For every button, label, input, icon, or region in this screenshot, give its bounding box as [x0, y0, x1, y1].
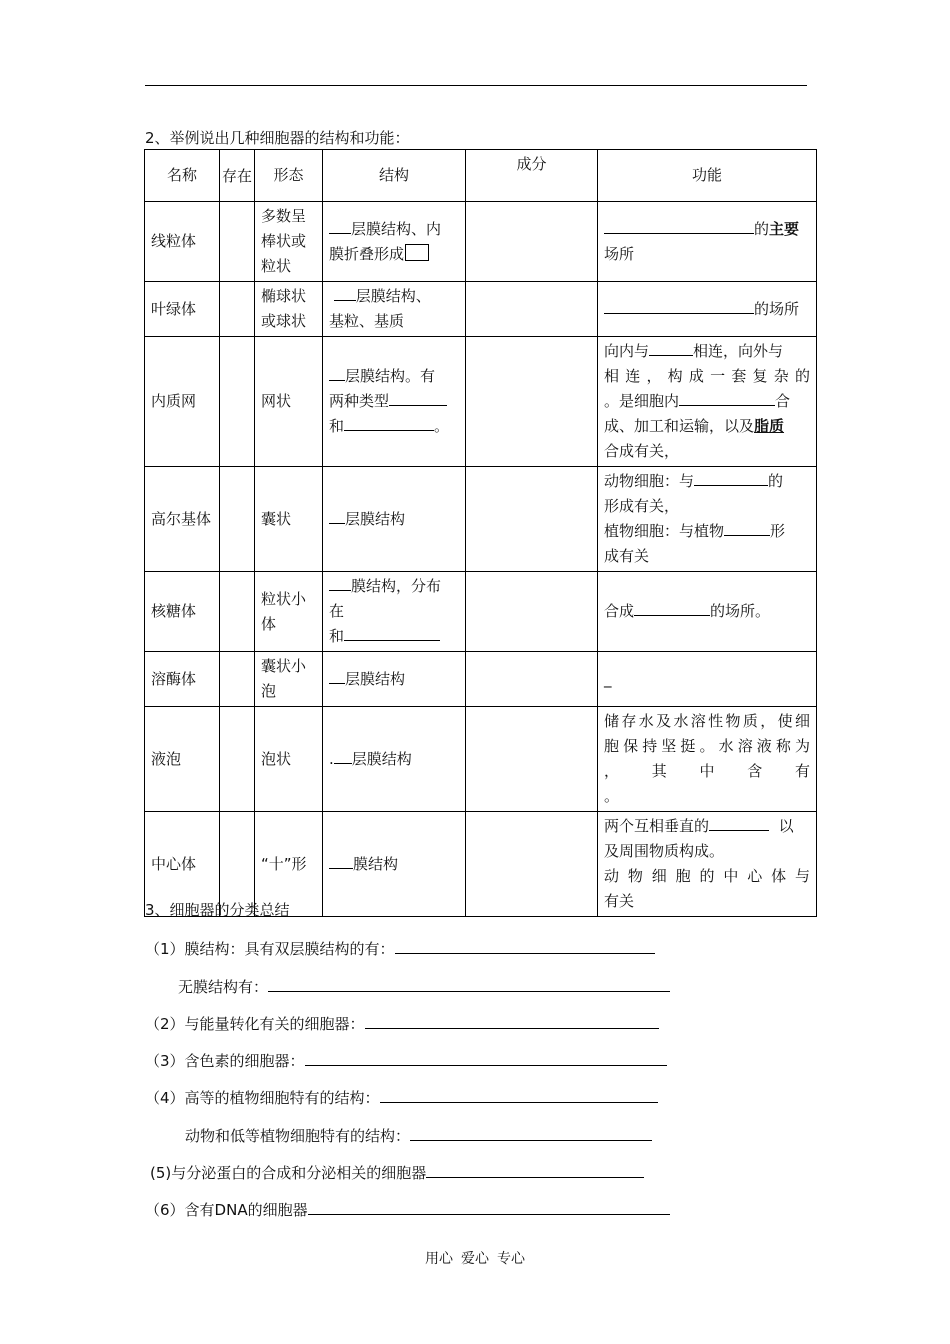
- blank[interactable]: [649, 339, 693, 356]
- row-component[interactable]: [466, 337, 598, 467]
- row-function: 动物细胞：与 的 形成有关， 植物细胞：与植物 形 成有关: [598, 467, 817, 572]
- row-structure: 层膜结构、 基粒、基质: [323, 282, 466, 337]
- row-structure: 膜结构: [323, 812, 466, 917]
- blank[interactable]: [679, 389, 775, 406]
- blank[interactable]: [709, 814, 769, 831]
- answer-line[interactable]: [380, 1085, 658, 1103]
- row-shape: “十”形: [255, 812, 323, 917]
- row-shape: 囊状: [255, 467, 323, 572]
- row-shape: 泡状: [255, 707, 323, 812]
- page-footer: 用心 爱心 专心: [425, 1251, 525, 1267]
- row-component[interactable]: [466, 652, 598, 707]
- header-function: 功能: [598, 150, 817, 202]
- row-exist[interactable]: [220, 707, 255, 812]
- blank[interactable]: [344, 624, 440, 641]
- row-component[interactable]: [466, 707, 598, 812]
- table-row: [145, 282, 817, 337]
- header-component: 成分: [466, 150, 598, 202]
- blank[interactable]: [694, 469, 768, 486]
- row-component[interactable]: [466, 572, 598, 652]
- blank[interactable]: [329, 574, 351, 591]
- blank[interactable]: [634, 599, 710, 616]
- summary-item: （1）膜结构：具有双层膜结构的有：: [145, 936, 655, 959]
- header-exist: 存在: [220, 150, 255, 202]
- answer-line[interactable]: [305, 1048, 667, 1066]
- row-exist[interactable]: [220, 202, 255, 282]
- table-row: [145, 337, 817, 467]
- blank-box[interactable]: [405, 244, 429, 261]
- organelle-table: [144, 149, 817, 917]
- table-row: [145, 467, 817, 572]
- section-2-heading: 2、举例说出几种细胞器的结构和功能：: [145, 129, 410, 147]
- row-structure: 膜结构，分布 在 和: [323, 572, 466, 652]
- summary-item: （4）高等的植物细胞特有的结构：: [145, 1085, 658, 1108]
- row-name: 叶绿体: [145, 282, 220, 337]
- row-shape: 多数呈棒状或粒状: [255, 202, 323, 282]
- row-function: 储存水及水溶性物质，使细 胞保持坚挺。水溶液称为 ，其中含有 。: [598, 707, 817, 812]
- blank[interactable]: [329, 507, 345, 524]
- blank[interactable]: [344, 414, 434, 431]
- answer-line[interactable]: [268, 974, 670, 992]
- row-name: 核糖体: [145, 572, 220, 652]
- section-3-title: 3、细胞器的分类总结: [145, 901, 290, 919]
- row-structure: . 层膜结构: [323, 707, 466, 812]
- blank[interactable]: [334, 747, 352, 764]
- row-name: 线粒体: [145, 202, 220, 282]
- blank[interactable]: [604, 217, 754, 234]
- row-name: 溶酶体: [145, 652, 220, 707]
- row-component[interactable]: [466, 282, 598, 337]
- table-row: [145, 202, 817, 282]
- header-structure: 结构: [323, 150, 466, 202]
- answer-line[interactable]: [395, 936, 655, 954]
- answer-line[interactable]: [365, 1011, 659, 1029]
- row-exist[interactable]: [220, 282, 255, 337]
- summary-item: (5)与分泌蛋白的合成和分泌相关的细胞器: [150, 1160, 644, 1183]
- row-function: 向内与 相连，向外与 相连，构成一套复杂的 。是细胞内 合 成、加工和运输，以及脂质 合成有关，: [598, 337, 817, 467]
- row-shape: 粒状小体: [255, 572, 323, 652]
- row-exist[interactable]: [220, 467, 255, 572]
- summary-item: （3）含色素的细胞器：: [145, 1048, 667, 1071]
- header-name: 名称: [145, 150, 220, 202]
- row-shape: 椭球状或球状: [255, 282, 323, 337]
- summary-item: 无膜结构有：: [178, 974, 670, 997]
- row-function: 的场所: [598, 282, 817, 337]
- table-row: [145, 707, 817, 812]
- answer-line[interactable]: [308, 1197, 670, 1215]
- answer-line[interactable]: [410, 1123, 652, 1141]
- row-exist[interactable]: [220, 652, 255, 707]
- blank[interactable]: [389, 389, 447, 406]
- blank[interactable]: [329, 852, 353, 869]
- row-structure: 层膜结构。有 两种类型 和 。: [323, 337, 466, 467]
- blank[interactable]: [329, 217, 351, 234]
- row-component[interactable]: [466, 467, 598, 572]
- row-shape: 囊状小泡: [255, 652, 323, 707]
- blank[interactable]: [604, 297, 754, 314]
- header-shape: 形态: [255, 150, 323, 202]
- blank[interactable]: [329, 667, 345, 684]
- row-exist[interactable]: [220, 572, 255, 652]
- row-shape: 网状: [255, 337, 323, 467]
- row-function: 两个互相垂直的 以 及周围物质构成。 动物细胞的中心体与 有关: [598, 812, 817, 917]
- table-row: [145, 652, 817, 707]
- row-function: 合成 的场所。: [598, 572, 817, 652]
- table-row: [145, 572, 817, 652]
- row-name: 液泡: [145, 707, 220, 812]
- row-name: 中心体: [145, 812, 220, 917]
- summary-item: （2）与能量转化有关的细胞器：: [145, 1011, 659, 1034]
- answer-line[interactable]: [426, 1160, 644, 1178]
- blank[interactable]: [724, 519, 770, 536]
- row-name: 高尔基体: [145, 467, 220, 572]
- row-structure: 层膜结构、内 膜折叠形成: [323, 202, 466, 282]
- row-structure: 层膜结构: [323, 652, 466, 707]
- row-name: 内质网: [145, 337, 220, 467]
- blank[interactable]: [329, 364, 345, 381]
- row-function: 的主要 场所: [598, 202, 817, 282]
- header-rule: [145, 85, 807, 86]
- row-component[interactable]: [466, 812, 598, 917]
- row-exist[interactable]: [220, 337, 255, 467]
- row-function: _: [598, 652, 817, 707]
- row-structure: 层膜结构: [323, 467, 466, 572]
- summary-item: （6）含有DNA的细胞器: [145, 1197, 670, 1220]
- table-header-row: [145, 150, 817, 202]
- summary-item: 动物和低等植物细胞特有的结构：: [185, 1123, 652, 1146]
- blank[interactable]: [334, 284, 356, 301]
- row-component[interactable]: [466, 202, 598, 282]
